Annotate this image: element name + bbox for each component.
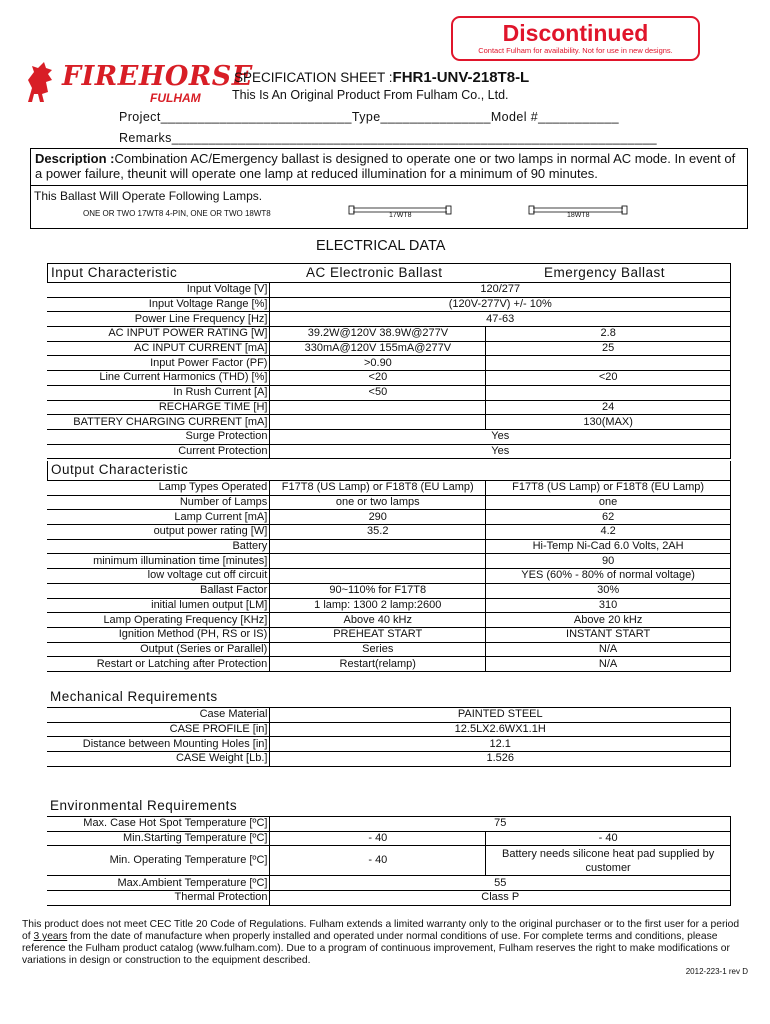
input-header-row — [47, 263, 731, 282]
footer-text-b: from the date of manufacture when properly installed and operated under normal conditions of use. For complete terms and conditions, please reference the Fulham product catalog (www.fulham.com). Due to a program of continuous improvement, Fulham reserves the right to make modifications or variations in design or construction to the equipment described. — [22, 931, 730, 966]
mechanical-heading: Mechanical Requirements — [50, 689, 218, 704]
table-row — [47, 371, 731, 386]
table-row — [47, 444, 731, 459]
emergency-value: N/A — [486, 642, 731, 657]
row-label: low voltage cut off circuit — [47, 569, 270, 584]
ac-value: 35.2 — [270, 525, 486, 540]
row-label: Case Material — [47, 708, 270, 723]
project-line: Project__________________________Type_______________Model #___________ — [119, 110, 619, 124]
ac-value: 90~110% for F17T8 — [270, 583, 486, 598]
lamp2-label: 18WT8 — [567, 212, 590, 219]
table-row — [47, 312, 731, 327]
table-row — [47, 752, 731, 767]
table-row — [47, 583, 731, 598]
footer-text-a: This product does not meet CEC Title 20 Code of Regulations. Fulham extends a limited warranty only to the original purchaser or to the first user for a period of — [22, 919, 740, 942]
description-box — [30, 148, 748, 186]
emergency-value: 25 — [486, 341, 731, 356]
row-label: Ballast Factor — [47, 583, 270, 598]
row-value: 12.1 — [270, 737, 731, 752]
input-heading: Input Characteristic — [51, 265, 178, 280]
ac-value: - 40 — [270, 846, 486, 876]
ac-value: Above 40 kHz — [270, 613, 486, 628]
emergency-value: 30% — [486, 583, 731, 598]
ac-value: >0.90 — [270, 356, 486, 371]
row-value: 47-63 — [270, 312, 731, 327]
table-row — [47, 385, 731, 400]
emergency-value: 4.2 — [486, 525, 731, 540]
row-label: Lamp Current [mA] — [47, 510, 270, 525]
row-value: 12.5LX2.6WX1.1H — [270, 722, 731, 737]
table-row — [47, 817, 731, 832]
table-row — [47, 598, 731, 613]
table-row — [47, 327, 731, 342]
firehorse-logo — [22, 58, 253, 108]
ac-value: 290 — [270, 510, 486, 525]
ac-value — [270, 554, 486, 569]
row-label: Thermal Protection — [47, 891, 270, 906]
row-label: BATTERY CHARGING CURRENT [mA] — [47, 415, 270, 430]
row-label: minimum illumination time [minutes] — [47, 554, 270, 569]
mechanical-table — [47, 707, 731, 767]
model-number: FHR1-UNV-218T8-L — [392, 69, 530, 86]
row-label: Max. Case Hot Spot Temperature [ºC] — [47, 817, 270, 832]
emergency-value: Hi-Temp Ni-Cad 6.0 Volts, 2AH — [486, 539, 731, 554]
lamps-box — [30, 186, 748, 229]
col-em-heading: Emergency Ballast — [544, 265, 666, 280]
table-row — [47, 657, 731, 672]
emergency-value — [486, 356, 731, 371]
table-row — [47, 429, 731, 444]
row-label: Input Voltage [V] — [47, 283, 270, 298]
spec-title — [234, 70, 529, 86]
ac-value — [270, 539, 486, 554]
emergency-value: 90 — [486, 554, 731, 569]
ac-value: PREHEAT START — [270, 627, 486, 642]
emergency-value: Above 20 kHz — [486, 613, 731, 628]
row-value: (120V-277V) +/- 10% — [270, 297, 731, 312]
electrical-title: ELECTRICAL DATA — [316, 238, 446, 254]
row-label: Input Voltage Range [%] — [47, 297, 270, 312]
table-row — [47, 722, 731, 737]
ac-value: - 40 — [270, 831, 486, 846]
ac-value: Series — [270, 642, 486, 657]
row-label: Power Line Frequency [Hz] — [47, 312, 270, 327]
emergency-value: 24 — [486, 400, 731, 415]
table-row — [47, 356, 731, 371]
logo-brand: FIREHORSE — [62, 61, 253, 92]
table-row — [47, 846, 731, 876]
emergency-value: <20 — [486, 371, 731, 386]
table-row — [47, 283, 731, 298]
row-label: initial lumen output [LM] — [47, 598, 270, 613]
row-value: Class P — [270, 891, 731, 906]
emergency-value: one — [486, 495, 731, 510]
row-label: output power rating [W] — [47, 525, 270, 540]
table-row — [47, 481, 731, 496]
row-label: Input Power Factor (PF) — [47, 356, 270, 371]
emergency-value: F17T8 (US Lamp) or F18T8 (EU Lamp) — [486, 481, 731, 496]
row-value: Yes — [270, 444, 731, 459]
row-label: Lamp Types Operated — [47, 481, 270, 496]
output-heading: Output Characteristic — [47, 461, 731, 480]
row-label: Battery — [47, 539, 270, 554]
table-row — [47, 627, 731, 642]
revision: 2012-223-1 rev D — [685, 967, 748, 976]
table-row — [47, 415, 731, 430]
environmental-heading: Environmental Requirements — [50, 798, 238, 813]
warranty-years: 3 years — [33, 931, 68, 942]
ac-value: <50 — [270, 385, 486, 400]
stamp-title: Discontinued — [502, 20, 649, 46]
row-label: Number of Lamps — [47, 495, 270, 510]
lamp1-label: 17WT8 — [389, 212, 412, 219]
row-label: Line Current Harmonics (THD) [%] — [47, 371, 270, 386]
environmental-table — [47, 816, 731, 906]
ac-value: <20 — [270, 371, 486, 386]
original-product-note: This Is An Original Product From Fulham Co., Ltd. — [232, 88, 509, 102]
table-row — [47, 613, 731, 628]
table-row — [47, 642, 731, 657]
row-value: 55 — [270, 876, 731, 891]
spec-prefix: SPECIFICATION SHEET : — [234, 70, 393, 85]
row-value: Yes — [270, 429, 731, 444]
emergency-value: N/A — [486, 657, 731, 672]
emergency-value: INSTANT START — [486, 627, 731, 642]
table-row — [47, 400, 731, 415]
row-label: Min.Starting Temperature [ºC] — [47, 831, 270, 846]
ac-value — [270, 415, 486, 430]
emergency-value: 310 — [486, 598, 731, 613]
discontinued-stamp — [451, 16, 700, 61]
emergency-value: Battery needs silicone heat pad supplied by customer — [486, 846, 731, 876]
table-row — [47, 831, 731, 846]
ac-value: 330mA@120V 155mA@277V — [270, 341, 486, 356]
table-row — [47, 569, 731, 584]
lamps-list: ONE OR TWO 17WT8 4-PIN, ONE OR TWO 18WT8 — [83, 209, 271, 218]
row-value: 1.526 — [270, 752, 731, 767]
output-table — [47, 480, 731, 672]
row-label: Max.Ambient Temperature [ºC] — [47, 876, 270, 891]
table-row — [47, 297, 731, 312]
table-row — [47, 891, 731, 906]
row-label: In Rush Current [A] — [47, 385, 270, 400]
description-label: Description : — [35, 151, 115, 166]
row-label: Restart or Latching after Protection — [47, 657, 270, 672]
ac-value — [270, 400, 486, 415]
row-label: CASE Weight [Lb.] — [47, 752, 270, 767]
row-label: AC INPUT POWER RATING [W] — [47, 327, 270, 342]
row-value: 120/277 — [270, 283, 731, 298]
row-value: PAINTED STEEL — [270, 708, 731, 723]
logo-sub: FULHAM — [150, 91, 201, 105]
row-label: Ignition Method (PH, RS or IS) — [47, 627, 270, 642]
ac-value: 39.2W@120V 38.9W@277V — [270, 327, 486, 342]
lamps-intro: This Ballast Will Operate Following Lamps. — [34, 189, 263, 203]
col-ac-heading: AC Electronic Ballast — [306, 265, 443, 280]
ac-value: 1 lamp: 1300 2 lamp:2600 — [270, 598, 486, 613]
row-label: RECHARGE TIME [H] — [47, 400, 270, 415]
emergency-value: YES (60% - 80% of normal voltage) — [486, 569, 731, 584]
row-label: AC INPUT CURRENT [mA] — [47, 341, 270, 356]
emergency-value: - 40 — [486, 831, 731, 846]
table-row — [47, 737, 731, 752]
row-label: Distance between Mounting Holes [in] — [47, 737, 270, 752]
ac-value: one or two lamps — [270, 495, 486, 510]
description-text: Combination AC/Emergency ballast is designed to operate one or two lamps in normal AC mode. In event of a power failure, theunit will operate one lamp at reduced illumination for a minimum of 90 minutes. — [35, 151, 736, 181]
emergency-value: 130(MAX) — [486, 415, 731, 430]
table-row — [47, 495, 731, 510]
table-row — [47, 525, 731, 540]
stamp-subtitle: Contact Fulham for availability. Not for use in new designs. — [478, 46, 673, 55]
table-row — [47, 708, 731, 723]
remarks-line: Remarks__________________________________________________________________ — [119, 131, 658, 145]
table-row — [47, 341, 731, 356]
table-row — [47, 539, 731, 554]
table-row — [47, 510, 731, 525]
ac-value — [270, 569, 486, 584]
row-label: Current Protection — [47, 444, 270, 459]
row-label: Output (Series or Parallel) — [47, 642, 270, 657]
row-label: Lamp Operating Frequency [KHz] — [47, 613, 270, 628]
table-row — [47, 554, 731, 569]
row-label: Min. Operating Temperature [ºC] — [47, 846, 270, 876]
emergency-value — [486, 385, 731, 400]
input-table — [47, 282, 731, 459]
emergency-value: 2.8 — [486, 327, 731, 342]
footer-disclaimer — [22, 919, 748, 967]
table-row — [47, 876, 731, 891]
ac-value: Restart(relamp) — [270, 657, 486, 672]
row-value: 75 — [270, 817, 731, 832]
ac-value: F17T8 (US Lamp) or F18T8 (EU Lamp) — [270, 481, 486, 496]
row-label: CASE PROFILE [in] — [47, 722, 270, 737]
emergency-value: 62 — [486, 510, 731, 525]
row-label: Surge Protection — [47, 429, 270, 444]
